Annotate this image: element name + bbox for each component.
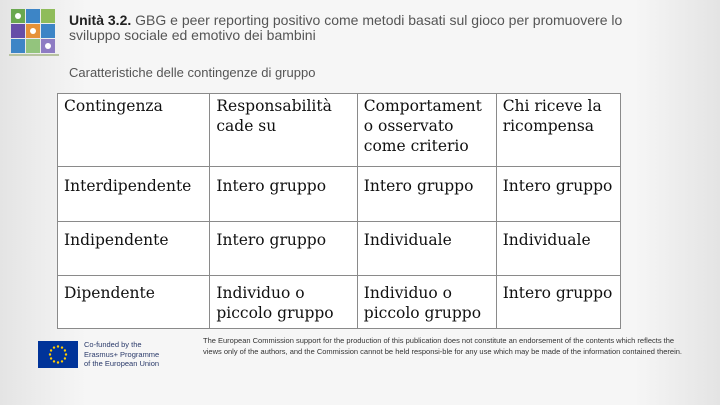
table-header-row: [58, 94, 621, 167]
eu-star: [61, 360, 63, 362]
eu-star: [50, 357, 52, 359]
table-cell: Contingenza: [58, 94, 210, 167]
table-cell: Individuo o piccolo gruppo: [357, 276, 496, 329]
table-cell: Interdipendente: [58, 167, 210, 222]
table-cell: Intero gruppo: [496, 276, 620, 329]
table-row: [58, 276, 621, 329]
eu-label-line: Erasmus+ Programme: [84, 349, 160, 359]
table-row: [58, 167, 621, 222]
table-cell: Individuo o piccolo gruppo: [210, 276, 357, 329]
eu-star: [53, 346, 55, 348]
eu-cofunded-label: [84, 340, 194, 369]
table-cell: Intero gruppo: [210, 167, 357, 222]
unit-title: GBG e peer reporting positivo come metodi basati sul gioco per promuovere lo sviluppo sociale ed emotivo dei bambini: [69, 12, 623, 43]
section-subtitle: Caratteristiche delle contingenze di gruppo: [69, 65, 316, 80]
table-cell: Intero gruppo: [357, 167, 496, 222]
eu-star: [57, 361, 59, 363]
eu-star: [53, 360, 55, 362]
table-cell: Individuale: [496, 222, 620, 276]
eu-star: [50, 349, 52, 351]
eu-star: [49, 353, 51, 355]
eu-star: [57, 345, 59, 347]
logo-caption: [9, 54, 59, 56]
project-logo: [11, 9, 55, 53]
table-cell: Intero gruppo: [496, 167, 620, 222]
eu-disclaimer: The European Commission support for the production of this publication does not constitute an endorsement of the contents which reflects the views only of the authors, and the Commission cannot be held responsi-ble for any use which may be made of the information contained therein.: [203, 336, 683, 356]
eu-star: [64, 357, 66, 359]
eu-star: [61, 346, 63, 348]
eu-label-line: of the European Union: [84, 359, 160, 368]
table-row: [58, 222, 621, 276]
eu-flag-icon: [38, 341, 78, 368]
eu-star: [65, 353, 67, 355]
table-cell: Individuale: [357, 222, 496, 276]
table-cell: Intero gruppo: [210, 222, 357, 276]
eu-label-line: Co-funded by the: [84, 340, 142, 349]
slide-title: [69, 13, 669, 43]
table-cell: Comportament o osservato come criterio: [357, 94, 496, 167]
table-cell: Responsabilità cade su: [210, 94, 357, 167]
table-cell: Chi riceve la ricompensa: [496, 94, 620, 167]
unit-number: Unità 3.2.: [69, 12, 132, 28]
table-cell: Dipendente: [58, 276, 210, 329]
contingency-table: [57, 93, 621, 329]
eu-star: [64, 349, 66, 351]
table-cell: Indipendente: [58, 222, 210, 276]
